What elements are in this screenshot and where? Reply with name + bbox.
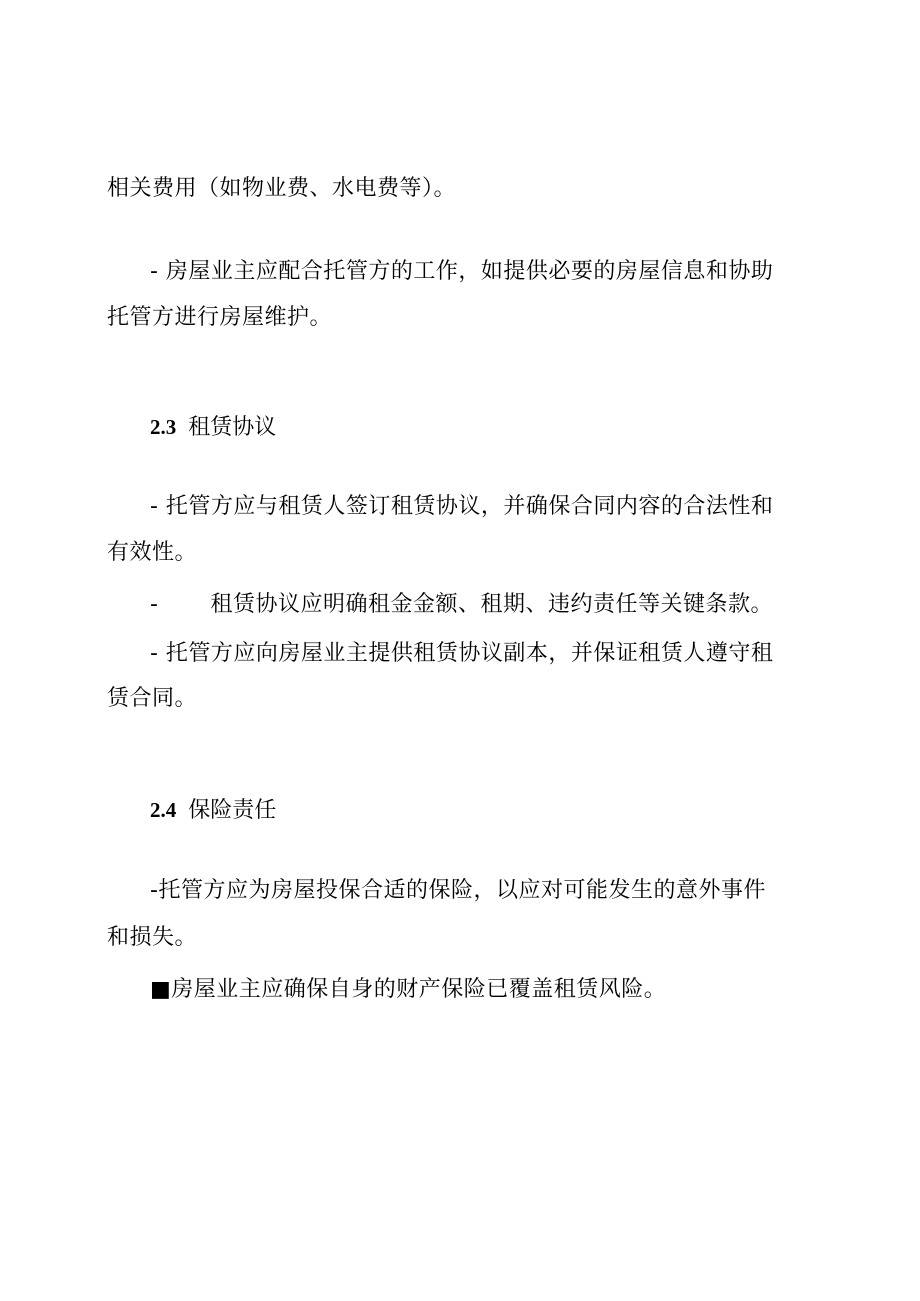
list-item-text: 租赁协议应明确租金金额、租期、违约责任等关键条款。 xyxy=(210,592,773,617)
paragraph-line: 托管方进行房屋维护。 xyxy=(107,305,333,330)
list-item-line: ■房屋业主应确保自身的财产保险已覆盖租赁风险。 xyxy=(150,977,667,1002)
section-number: 2.3 xyxy=(150,415,177,439)
list-item-line: - 托管方应向房屋业主提供租赁协议副本，并保证租赁人遵守租 xyxy=(150,641,774,666)
list-item-line: 有效性。 xyxy=(107,540,198,565)
list-item-line: -托管方应为房屋投保合适的保险，以应对可能发生的意外事件 xyxy=(150,878,766,903)
list-item-line: - 托管方应与租赁人签订租赁协议，并确保合同内容的合法性和 xyxy=(150,494,774,519)
paragraph-line: - 房屋业主应配合托管方的工作，如提供必要的房屋信息和协助 xyxy=(150,259,774,284)
section-number: 2.4 xyxy=(150,798,177,822)
section-heading-2-3 xyxy=(150,412,276,443)
section-title: 保险责任 xyxy=(188,798,277,823)
list-bullet: - xyxy=(150,592,159,617)
list-item-line: 和损失。 xyxy=(107,925,198,950)
section-heading-2-4 xyxy=(150,795,276,826)
list-item-line xyxy=(150,590,773,620)
paragraph-line: 相关费用（如物业费、水电费等）。 xyxy=(107,176,457,201)
list-item-line: 赁合同。 xyxy=(107,686,198,711)
section-title: 租赁协议 xyxy=(188,415,277,440)
